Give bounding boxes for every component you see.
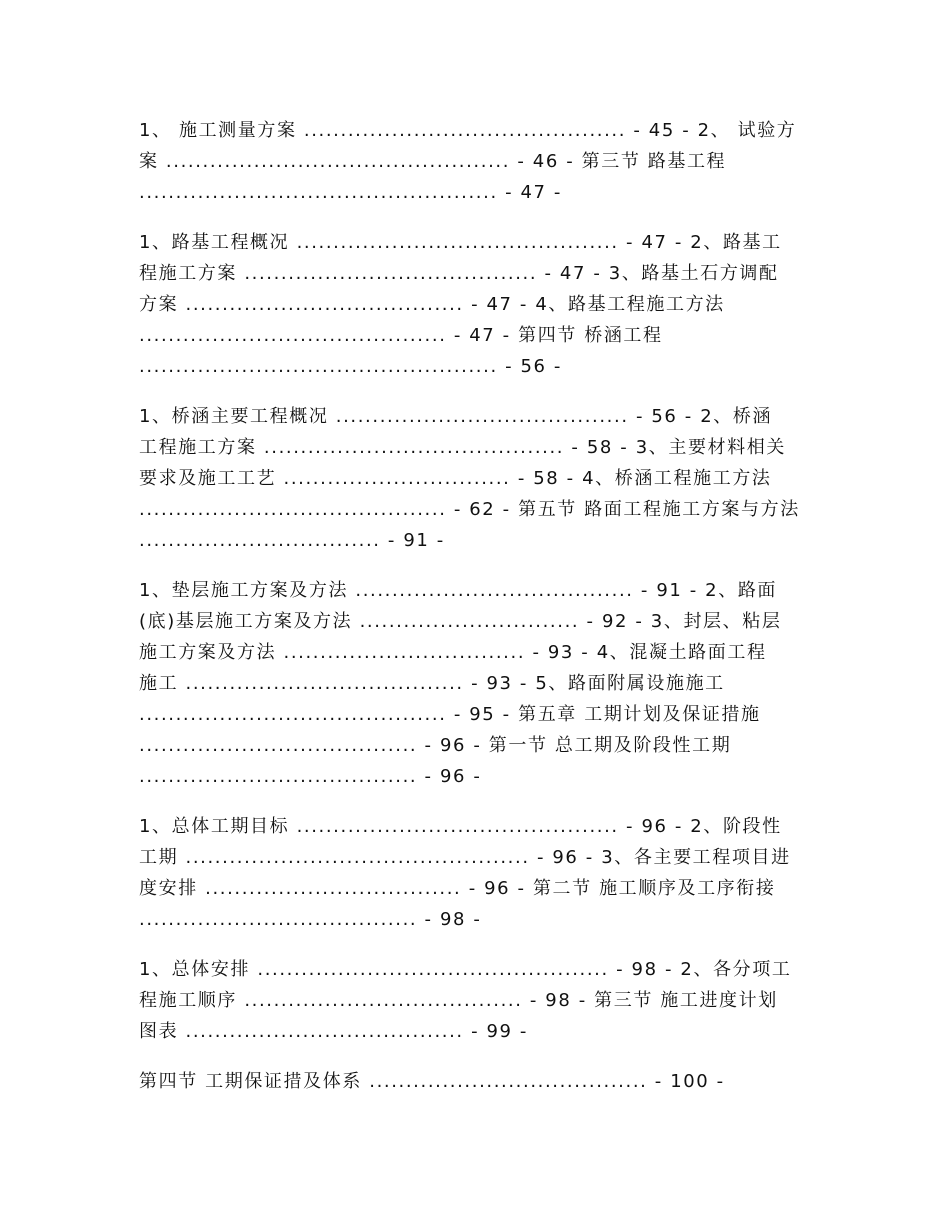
toc-line: 程施工方案 ........................................ - 47 - 3、路基土石方调配 xyxy=(139,263,779,284)
toc-line: 第四节 工期保证措及体系 ...................................... - 100 - xyxy=(139,1071,725,1092)
toc-line: 1、总体工期目标 ............................................ - 96 - 2、阶段性 xyxy=(139,816,782,837)
toc-line: .......................................... - 95 - 第五章 工期计划及保证措施 xyxy=(139,704,761,725)
toc-paragraph-surveying xyxy=(139,115,815,208)
toc-paragraph-pavement xyxy=(139,575,815,792)
toc-line: ................................................. - 56 - xyxy=(139,356,563,377)
toc-line: 图表 ...................................... - 99 - xyxy=(139,1021,529,1042)
toc-paragraph-guarantee xyxy=(139,1066,815,1097)
toc-line: 施工方案及方法 ................................. - 93 - 4、混凝土路面工程 xyxy=(139,642,767,663)
toc-line: 程施工顺序 ...................................... - 98 - 第三节 施工进度计划 xyxy=(139,990,778,1011)
toc-line: .......................................... - 62 - 第五节 路面工程施工方案与方法 xyxy=(139,499,800,520)
toc-line: 度安排 ................................... - 96 - 第二节 施工顺序及工序衔接 xyxy=(139,878,776,899)
toc-paragraph-sequence xyxy=(139,954,815,1047)
toc-line: 1、桥涵主要工程概况 ........................................ - 56 - 2、桥涵 xyxy=(139,406,773,427)
table-of-contents xyxy=(139,115,815,1116)
toc-paragraph-schedule xyxy=(139,811,815,935)
toc-line: ...................................... - 96 - xyxy=(139,766,482,787)
toc-line: 工程施工方案 ......................................... - 58 - 3、主要材料相关 xyxy=(139,437,786,458)
toc-paragraph-bridges xyxy=(139,401,815,556)
toc-line: 方案 ...................................... - 47 - 4、路基工程施工方法 xyxy=(139,294,725,315)
toc-line: 施工 ...................................... - 93 - 5、路面附属设施施工 xyxy=(139,673,725,694)
toc-paragraph-roadbed xyxy=(139,227,815,382)
toc-line: (底)基层施工方案及方法 .............................. - 92 - 3、封层、粘层 xyxy=(139,611,782,632)
toc-line: 要求及施工工艺 ............................... - 58 - 4、桥涵工程施工方法 xyxy=(139,468,772,489)
toc-line: 1、路基工程概况 ............................................ - 47 - 2、路基工 xyxy=(139,232,782,253)
toc-line: ...................................... - 98 - xyxy=(139,909,482,930)
toc-line: 1、 施工测量方案 ............................................ - 45 - 2、 试验方 xyxy=(139,120,797,141)
toc-line: ................................. - 91 - xyxy=(139,530,445,551)
toc-line: ................................................. - 47 - xyxy=(139,182,563,203)
toc-line: 案 ............................................... - 46 - 第三节 路基工程 xyxy=(139,151,727,172)
toc-line: 1、垫层施工方案及方法 ...................................... - 91 - 2、路面 xyxy=(139,580,778,601)
toc-line: .......................................... - 47 - 第四节 桥涵工程 xyxy=(139,325,663,346)
toc-line: ...................................... - 96 - 第一节 总工期及阶段性工期 xyxy=(139,735,732,756)
toc-line: 1、总体安排 ................................................ - 98 - 2、各分项工 xyxy=(139,959,792,980)
toc-line: 工期 ............................................... - 96 - 3、各主要工程项目进 xyxy=(139,847,791,868)
